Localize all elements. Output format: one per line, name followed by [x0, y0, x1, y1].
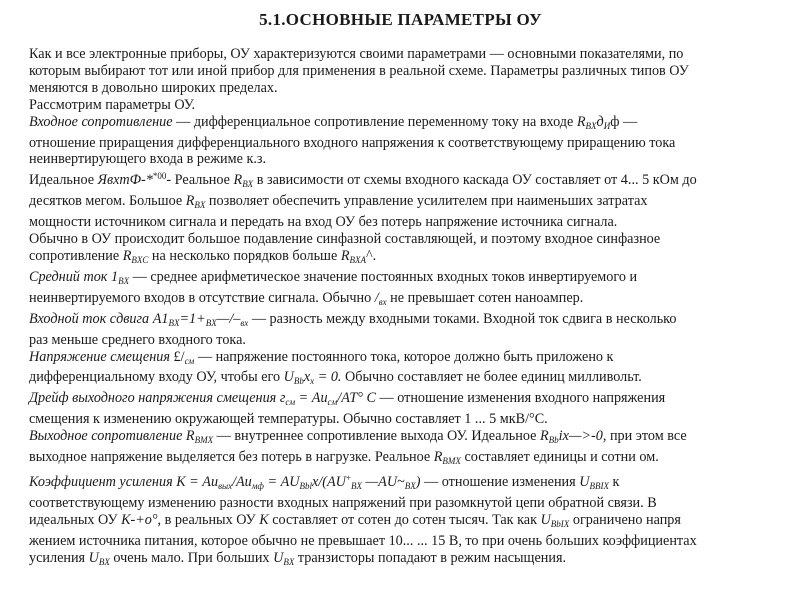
subscript: вх	[378, 296, 387, 307]
text-run: x	[303, 369, 311, 386]
text-line	[29, 168, 772, 193]
text-run: —АU~	[361, 473, 405, 490]
text-line	[29, 290, 772, 311]
subscript: вх	[240, 317, 249, 328]
text-line	[29, 80, 772, 97]
subscript: Bb	[548, 435, 559, 446]
text-run: U	[273, 549, 284, 566]
text-run: — разность между входными токами. Входной ток сдвига в несколько	[248, 310, 677, 327]
text-run: составляет от сотен до сотен тысяч. Так как	[268, 511, 541, 528]
text-run: Коэффициент усиления К = Аи	[29, 473, 219, 490]
text-run: при этом все	[606, 428, 687, 445]
subscript: BMX	[442, 456, 461, 467]
text-line	[29, 135, 772, 152]
text-run: не превышает сотен наноампер.	[386, 289, 584, 306]
text-run: =1+	[179, 310, 206, 327]
text-run: Дрейф выходного напряжения смещения г	[29, 390, 286, 407]
subscript: BX	[404, 480, 416, 491]
subscript: x	[310, 376, 315, 387]
text-run: U	[579, 473, 590, 490]
text-run: R	[122, 247, 132, 264]
text-run: мощности источником сигнала и передать на вход ОУ без потерь напряжение источника сигнала.	[29, 214, 618, 231]
text-run: Входной ток сдвига А1	[29, 310, 169, 327]
text-line	[29, 495, 772, 512]
text-run: — отношение изменения	[420, 473, 580, 490]
text-run: Выходное сопротивление R	[29, 428, 195, 445]
text-line	[29, 63, 772, 80]
text-run: U	[540, 511, 551, 528]
text-run: х	[312, 473, 319, 490]
text-run: — напряжение постоянного тока, которое должно быть приложено к	[194, 348, 614, 365]
text-line	[29, 46, 772, 63]
text-run: ^.	[366, 247, 377, 264]
text-run: Напряжение смещения	[29, 348, 170, 365]
subscript: см	[327, 397, 338, 408]
text-run: ограничено напря	[569, 511, 681, 528]
document-body	[29, 46, 772, 570]
text-run: - Реальное	[166, 172, 234, 189]
text-run: К-+о°,	[121, 511, 162, 528]
text-line	[29, 512, 772, 533]
text-line	[29, 533, 772, 550]
text-run: = АU	[263, 473, 300, 490]
text-run: )	[415, 473, 421, 490]
subscript: BX	[350, 480, 362, 491]
subscript: BXA	[349, 254, 366, 265]
subscript: см	[285, 397, 296, 408]
subscript: BX	[242, 179, 254, 190]
text-run: R	[576, 113, 586, 130]
text-run: Идеальное	[29, 172, 98, 189]
text-run: Входное сопротивление	[29, 113, 173, 130]
text-run: ЯвхтФ-*	[97, 172, 153, 189]
text-run: = Аи	[295, 390, 328, 407]
text-run: жением источника питания, которое обычно не превышает 10... ... 15 В, то при очень больших коэффициентах	[29, 532, 697, 549]
text-run: которым выбирают тот или иной прибор для применения в реальной схеме. Параметры различных типов ОУ	[29, 62, 689, 79]
text-line	[29, 97, 772, 114]
text-run: отношение приращения дифференциального входного напряжения к соответствующему приращению тока	[29, 134, 676, 151]
page-title: 5.1.ОСНОВНЫЕ ПАРАМЕТРЫ ОУ	[259, 10, 542, 29]
subscript: см	[184, 355, 195, 366]
text-run: /Аи	[232, 473, 252, 490]
text-line	[29, 269, 772, 290]
text-run: очень мало. При больших	[109, 549, 274, 566]
text-run: — отношение изменения входного напряжения	[375, 390, 666, 407]
subscript: вых	[218, 480, 233, 491]
subscript: BX	[98, 556, 110, 567]
subscript: BX	[194, 200, 206, 211]
text-line	[29, 214, 772, 231]
text-line	[29, 193, 772, 214]
text-run: смещения к изменению окружающей температуры. Обычно составляет 1 ... 5 мкВ/°С.	[29, 411, 548, 428]
text-run: транзисторы попадают в режим насыщения.	[294, 549, 567, 566]
text-run: —/–	[216, 310, 241, 327]
text-run: в реальных ОУ	[161, 511, 260, 528]
subscript: BX	[585, 120, 597, 131]
text-run: соответствующему изменению разности входных напряжений при разомкнутой цепи обратной связи. В	[29, 494, 657, 511]
subscript: мф	[251, 480, 264, 491]
superscript: *00	[152, 171, 167, 182]
text-line	[29, 550, 772, 571]
text-run: Обычно составляет не более единиц милливольт.	[341, 369, 642, 386]
text-run: составляет единицы и сотни ом.	[460, 449, 659, 466]
text-run: десятков мегом. Большое	[29, 193, 186, 210]
text-line	[29, 231, 772, 248]
subscript: Bbl	[299, 480, 312, 491]
text-line	[29, 390, 772, 411]
text-run: сопротивление	[29, 247, 123, 264]
text-run: позволяет обеспечить управление усилителем при наименьших затратах	[205, 193, 648, 210]
text-run: д	[596, 113, 604, 130]
text-run: — дифференциальное сопротивление переменному току на входе	[172, 113, 577, 130]
subscript: BX	[205, 317, 217, 328]
subscript: И	[603, 120, 611, 131]
text-run: — среднее арифметическое значение постоянных входных токов инвертируемого и	[129, 268, 638, 285]
subscript: BXC	[131, 254, 149, 265]
text-run: дифференциальному входу ОУ, чтобы его	[29, 369, 284, 386]
text-line	[29, 349, 772, 370]
text-run: — внутреннее сопротивление выхода ОУ. Идеальное	[213, 428, 540, 445]
text-run: Средний ток 1	[29, 268, 119, 285]
subscript: BBIX	[589, 480, 609, 491]
text-run: R	[340, 247, 350, 264]
text-run: неинвертирующего входа в режиме к.з.	[29, 151, 267, 168]
text-run: R	[233, 172, 243, 189]
text-line	[29, 114, 772, 135]
text-run: /	[374, 289, 379, 306]
text-run: выходное напряжение выделяется без потерь в нагрузке. Реальное	[29, 449, 434, 466]
text-line	[29, 428, 772, 449]
text-line	[29, 449, 772, 470]
subscript: BX	[118, 275, 130, 286]
text-run: = 0.	[314, 369, 342, 386]
text-run: R	[539, 428, 549, 445]
subscript: BX	[283, 556, 295, 567]
text-line	[29, 470, 772, 495]
text-run: ix—>-0,	[558, 428, 607, 445]
text-run: К	[259, 511, 269, 528]
text-line	[29, 311, 772, 332]
text-run: /АТ° С	[337, 390, 376, 407]
text-run: U	[88, 549, 99, 566]
text-run: /(АU	[318, 473, 346, 490]
text-run: меняются в довольно широких пределах.	[29, 79, 278, 96]
subscript: BbIX	[550, 518, 570, 529]
text-run: R	[433, 449, 443, 466]
text-run: Обычно в ОУ происходит большое подавление синфазной составляющей, и поэтому входное синфазное	[29, 231, 661, 248]
text-run: Как и все электронные приборы, ОУ характеризуются своими параметрами — основными показателями, по	[29, 46, 684, 62]
text-run: идеальных ОУ	[29, 511, 122, 528]
text-line	[29, 332, 772, 349]
text-run: раз меньше среднего входного тока.	[29, 331, 246, 348]
subscript: BX	[168, 317, 180, 328]
text-run: ф —	[610, 113, 638, 130]
text-line	[29, 369, 772, 390]
text-run: к	[608, 473, 620, 490]
superscript: +	[345, 472, 351, 483]
text-run: £/	[169, 348, 185, 365]
text-line	[29, 411, 772, 428]
text-line	[29, 151, 772, 168]
text-run: в зависимости от схемы входного каскада ОУ составляет от 4... 5 кОм до	[253, 172, 697, 189]
text-line	[29, 248, 772, 269]
text-run: Рассмотрим параметры ОУ.	[29, 96, 196, 113]
text-run: усиления	[29, 549, 89, 566]
text-run: U	[283, 369, 294, 386]
subscript: BMX	[194, 435, 214, 446]
text-run: R	[185, 193, 195, 210]
subscript: Bb	[293, 376, 304, 387]
text-run: на несколько порядков больше	[148, 247, 341, 264]
text-run: неинвертируемого входов в отсутствие сигнала. Обычно	[29, 289, 375, 306]
